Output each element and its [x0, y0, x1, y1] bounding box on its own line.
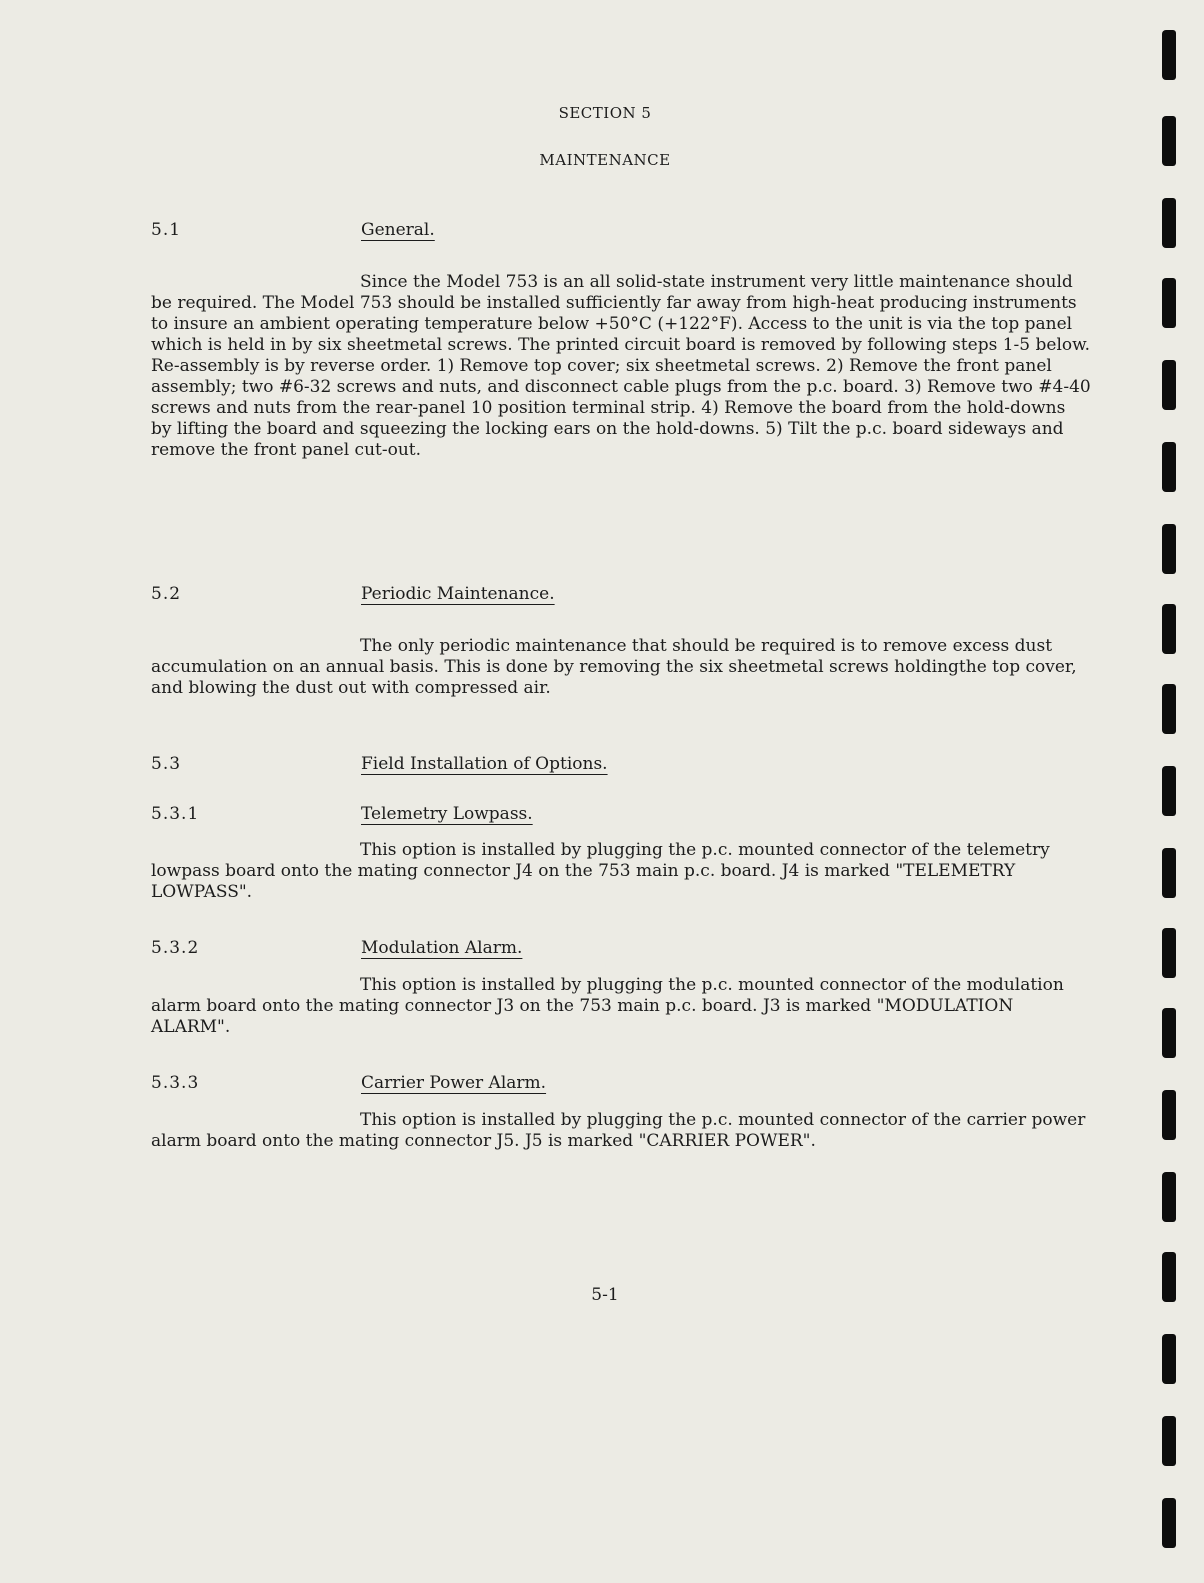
section-number-5-2: 5.2: [151, 584, 182, 604]
paragraph-carrier-power-alarm: This option is installed by plugging the p.c. mounted connector of the carrier power alarm board onto the mating connector J5. J5 is marked "CARRIER POWER".: [151, 1110, 1086, 1151]
binding-hole: [1162, 1334, 1176, 1384]
binding-hole: [1162, 278, 1176, 328]
binding-hole: [1162, 1416, 1176, 1466]
binding-hole: [1162, 684, 1176, 734]
binding-hole: [1162, 1090, 1176, 1140]
binding-strip: [1162, 30, 1178, 1570]
binding-hole: [1162, 1172, 1176, 1222]
section-title: MAINTENANCE: [539, 151, 671, 169]
binding-hole: [1162, 360, 1176, 410]
section-number-5-3-1: 5.3.1: [151, 804, 200, 824]
section-number-5-3-3: 5.3.3: [151, 1073, 200, 1093]
binding-hole: [1162, 1252, 1176, 1302]
binding-hole: [1162, 766, 1176, 816]
section-heading-telemetry-lowpass: Telemetry Lowpass.: [361, 804, 533, 824]
section-heading-field-installation: Field Installation of Options.: [361, 754, 608, 774]
paragraph-periodic-maintenance: The only periodic maintenance that should be required is to remove excess dust accumulation on an annual basis. This is done by removing the six sheetmetal screws holdingthe top cover, and blowing the dust out with compressed air.: [151, 636, 1077, 698]
section-heading-periodic-maintenance: Periodic Maintenance.: [361, 584, 555, 604]
binding-hole: [1162, 1498, 1176, 1548]
binding-hole: [1162, 116, 1176, 166]
paragraph-modulation-alarm: This option is installed by plugging the p.c. mounted connector of the modulation alarm board onto the mating connector J3 on the 753 main p.c. board. J3 is marked "MODULATION ALARM".: [151, 975, 1064, 1037]
section-number-5-3: 5.3: [151, 754, 182, 774]
binding-hole: [1162, 30, 1176, 80]
paragraph-telemetry-lowpass: This option is installed by plugging the p.c. mounted connector of the telemetry lowpass board onto the mating connector J4 on the 753 main p.c. board. J4 is marked "TELEMETRY LOWPASS".: [151, 840, 1050, 902]
binding-hole: [1162, 442, 1176, 492]
section-label: SECTION 5: [558, 104, 652, 122]
binding-hole: [1162, 1008, 1176, 1058]
binding-hole: [1162, 198, 1176, 248]
binding-hole: [1162, 604, 1176, 654]
section-number-5-3-2: 5.3.2: [151, 938, 200, 958]
section-heading-carrier-power-alarm: Carrier Power Alarm.: [361, 1073, 547, 1093]
paragraph-general: Since the Model 753 is an all solid-state instrument very little maintenance should be required. The Model 753 should be installed sufficiently far away from high-heat producing instruments to insure an ambient operating temperature below +50°C (+122°F). Access to the unit is via the top panel which is held in by six sheetmetal screws. The printed circuit board is removed by following steps 1-5 below. Re-assembly is by reverse order. 1) Remove top cover; six sheetmetal screws. 2) Remove the front panel assembly; two #6-32 screws and nuts, and disconnect cable plugs from the p.c. board. 3) Remove two #4-40 screws and nuts from the rear-panel 10 position terminal strip. 4) Remove the board from the hold-downs by lifting the board and squeezing the locking ears on the hold-downs. 5) Tilt the p.c. board sideways and remove the front panel cut-out.: [151, 272, 1091, 460]
page-number: 5-1: [591, 1285, 619, 1305]
section-heading-general: General.: [361, 220, 435, 240]
binding-hole: [1162, 928, 1176, 978]
binding-hole: [1162, 524, 1176, 574]
section-number-5-1: 5.1: [151, 220, 182, 240]
binding-hole: [1162, 848, 1176, 898]
section-heading-modulation-alarm: Modulation Alarm.: [361, 938, 523, 958]
